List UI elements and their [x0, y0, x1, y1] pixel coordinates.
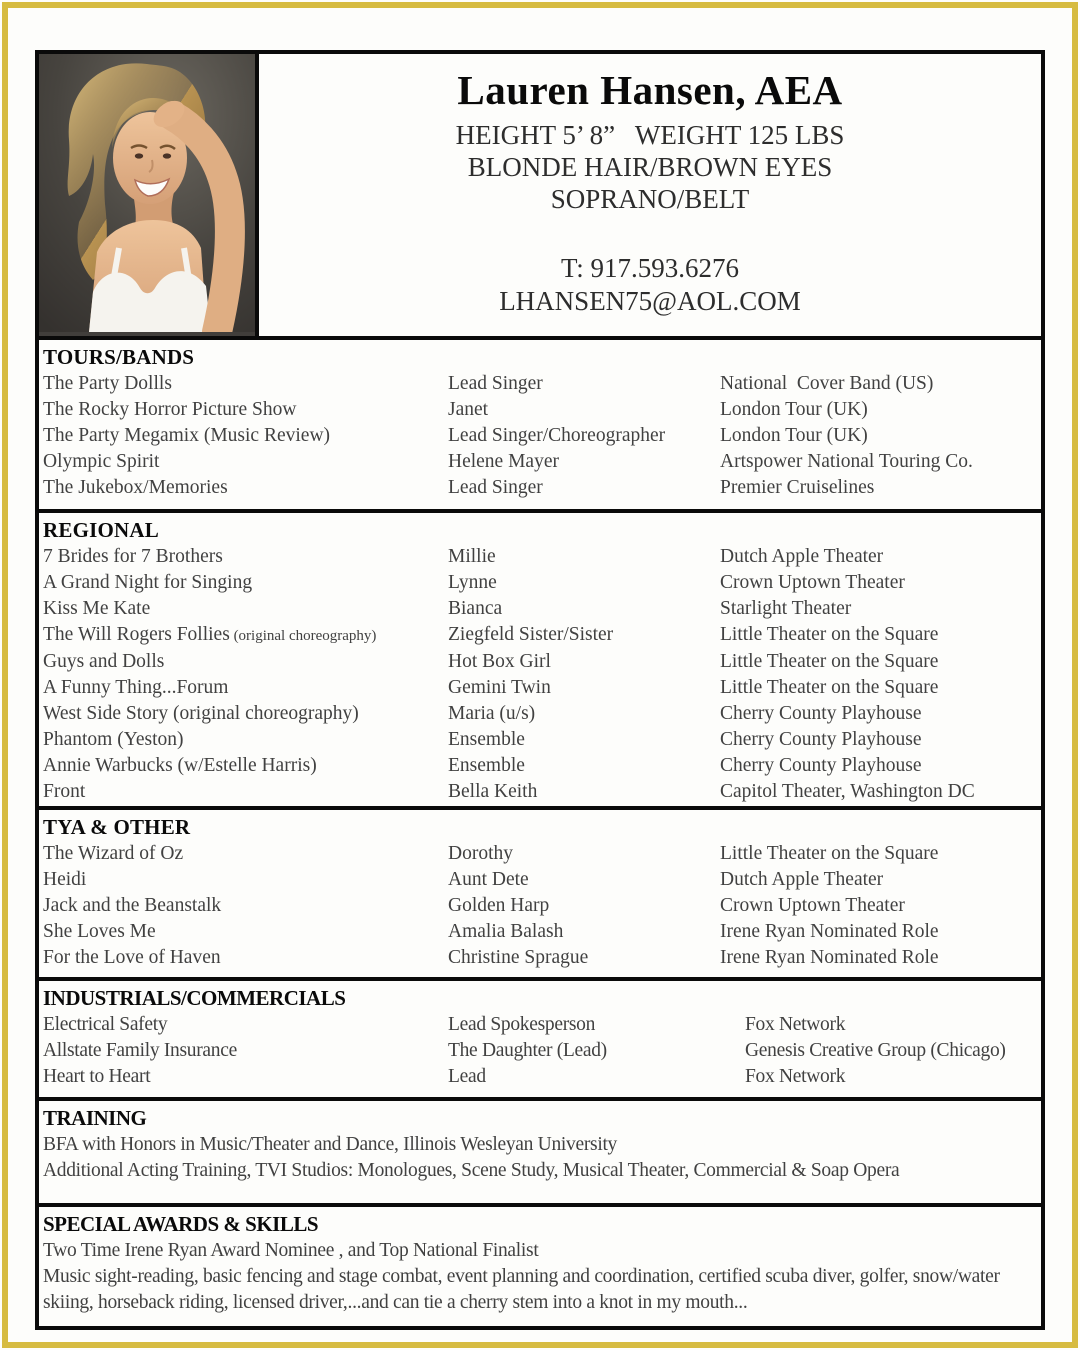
- section-tya: [39, 806, 1041, 977]
- credit-row: [43, 753, 1027, 779]
- credit-show: Kiss Me Kate: [43, 598, 151, 619]
- credit-venue: Starlight Theater: [720, 598, 852, 619]
- credit-venue: Crown Uptown Theater: [720, 895, 905, 916]
- credit-row: [43, 475, 1027, 501]
- credit-show: The Wizard of Oz: [43, 843, 184, 864]
- credit-venue: Dutch Apple Theater: [720, 546, 884, 567]
- credit-row: [43, 893, 1027, 919]
- credit-role: Lynne: [448, 572, 497, 593]
- section-awards: [39, 1203, 1041, 1326]
- phone-number: T: 917.593.6276: [561, 253, 739, 283]
- credit-role: Bella Keith: [448, 781, 538, 802]
- credit-role: Ensemble: [448, 755, 525, 776]
- credit-row: [43, 423, 1027, 449]
- credit-role: Millie: [448, 546, 496, 567]
- credit-venue: Dutch Apple Theater: [720, 869, 884, 890]
- credit-role: Lead Singer: [448, 477, 543, 498]
- credit-show: The Party Dollls: [43, 373, 172, 394]
- credit-role: Lead Singer: [448, 373, 543, 394]
- headshot-photo: [39, 54, 259, 336]
- credit-role: Lead Singer/Choreographer: [448, 425, 666, 446]
- credit-venue: Little Theater on the Square: [720, 677, 939, 698]
- credit-venue: Artspower National Touring Co.: [720, 451, 973, 472]
- section-title-awards: SPECIAL AWARDS & SKILLS: [43, 1212, 319, 1236]
- stat-height-weight: HEIGHT 5’ 8” WEIGHT 125 LBS: [455, 120, 845, 150]
- section-title-training: TRAINING: [43, 1106, 147, 1130]
- credit-show: The Party Megamix (Music Review): [43, 425, 331, 446]
- credit-show: The Will Rogers Follies (original choreography): [43, 624, 377, 645]
- credit-row: [43, 919, 1027, 945]
- credit-role: Christine Sprague: [448, 947, 589, 968]
- credit-show: Olympic Spirit: [43, 451, 160, 472]
- section-line: Additional Acting Training, TVI Studios: Monologues, Scene Study, Musical Theater, Commercial & Soap Opera: [43, 1160, 900, 1181]
- credit-row: [43, 544, 1027, 570]
- credit-row: [43, 945, 1027, 971]
- credit-role: Hot Box Girl: [448, 651, 551, 672]
- credit-role: Ziegfeld Sister/Sister: [448, 624, 614, 645]
- credit-role: Bianca: [448, 598, 503, 619]
- credit-show: A Grand Night for Singing: [43, 572, 253, 593]
- header-info: [259, 54, 1041, 336]
- section-line: Two Time Irene Ryan Award Nominee , and Top National Finalist: [43, 1240, 539, 1261]
- credit-show: For the Love of Haven: [43, 947, 221, 968]
- section-title-regional: REGIONAL: [43, 518, 159, 542]
- credit-row: [43, 397, 1027, 423]
- credit-row: [43, 841, 1027, 867]
- credit-show: Heart to Heart: [43, 1066, 151, 1087]
- credit-show: Annie Warbucks (w/Estelle Harris): [43, 755, 317, 776]
- credit-venue: London Tour (UK): [720, 399, 868, 420]
- credit-row: [43, 1064, 1027, 1090]
- resume-sheet: [35, 50, 1045, 1330]
- credit-venue: Genesis Creative Group (Chicago): [745, 1040, 1006, 1061]
- section-tours: [39, 336, 1041, 509]
- section-title-tya: TYA & OTHER: [43, 815, 191, 839]
- credit-row: [43, 779, 1027, 805]
- credit-show: The Rocky Horror Picture Show: [43, 399, 297, 420]
- credit-role: The Daughter (Lead): [448, 1040, 607, 1061]
- credit-show: 7 Brides for 7 Brothers: [43, 546, 223, 567]
- credit-venue: Cherry County Playhouse: [720, 703, 922, 724]
- credit-venue: Little Theater on the Square: [720, 651, 939, 672]
- credit-venue: Cherry County Playhouse: [720, 729, 922, 750]
- credit-show: Heidi: [43, 869, 87, 890]
- credit-venue: Little Theater on the Square: [720, 624, 939, 645]
- credit-venue: Irene Ryan Nominated Role: [720, 947, 939, 968]
- credit-row: [43, 1038, 1027, 1064]
- credit-row: [43, 867, 1027, 893]
- actor-name: Lauren Hansen, AEA: [457, 67, 843, 113]
- sections: [39, 336, 1041, 1326]
- credit-show-note: (original choreography): [229, 628, 377, 644]
- email-address: LHANSEN75@AOL.COM: [499, 286, 801, 316]
- credit-role: Helene Mayer: [448, 451, 559, 472]
- credit-role: Amalia Balash: [448, 921, 564, 942]
- section-industrials: [39, 977, 1041, 1097]
- credit-show: She Loves Me: [43, 921, 156, 942]
- credit-venue: Irene Ryan Nominated Role: [720, 921, 939, 942]
- credit-show: Jack and the Beanstalk: [43, 895, 222, 916]
- credit-show: Allstate Family Insurance: [43, 1040, 237, 1061]
- credit-show: A Funny Thing...Forum: [43, 677, 229, 698]
- credit-row: [43, 1012, 1027, 1038]
- section-line: BFA with Honors in Music/Theater and Dance, Illinois Wesleyan University: [43, 1134, 618, 1155]
- section-training: [39, 1097, 1041, 1203]
- credit-venue: Fox Network: [745, 1014, 846, 1035]
- credit-show: Guys and Dolls: [43, 651, 165, 672]
- credit-row: [43, 596, 1027, 622]
- credit-role: Lead Spokesperson: [448, 1014, 596, 1035]
- credit-venue: Crown Uptown Theater: [720, 572, 905, 593]
- section-title-industrials: INDUSTRIALS/COMMERCIALS: [43, 986, 346, 1010]
- credit-row: [43, 701, 1027, 727]
- credit-venue: Little Theater on the Square: [720, 843, 939, 864]
- credit-role: Aunt Dete: [448, 869, 529, 890]
- credit-show: West Side Story (original choreography): [43, 703, 359, 724]
- section-title-tours: TOURS/BANDS: [43, 345, 195, 369]
- credit-row: [43, 449, 1027, 475]
- credit-show: The Jukebox/Memories: [43, 477, 228, 498]
- credit-role: Golden Harp: [448, 895, 550, 916]
- credit-row: [43, 371, 1027, 397]
- credit-venue: National Cover Band (US): [720, 373, 934, 394]
- section-line: Music sight-reading, basic fencing and stage combat, event planning and coordination, certified scuba diver, golfer, snow/water skiing, horseback riding, licensed driver,...and can tie a cherry stem into a knot in my mouth...: [43, 1266, 1000, 1313]
- eye-right: [163, 153, 171, 158]
- stat-hair-eyes: BLONDE HAIR/BROWN EYES: [467, 152, 833, 182]
- credit-role: Ensemble: [448, 729, 525, 750]
- credit-row: [43, 649, 1027, 675]
- credit-role: Janet: [448, 399, 489, 420]
- credit-venue: London Tour (UK): [720, 425, 868, 446]
- credit-row: [43, 622, 1027, 649]
- credit-venue: Premier Cruiselines: [720, 477, 875, 498]
- credit-show: Front: [43, 781, 86, 802]
- section-regional: [39, 509, 1041, 806]
- credit-row: [43, 570, 1027, 596]
- credit-role: Maria (u/s): [448, 703, 536, 724]
- header: [39, 54, 1041, 336]
- credit-role: Lead: [448, 1066, 486, 1087]
- credit-row: [43, 727, 1027, 753]
- credit-venue: Cherry County Playhouse: [720, 755, 922, 776]
- stat-voice-type: SOPRANO/BELT: [550, 184, 750, 214]
- credit-venue: Capitol Theater, Washington DC: [720, 781, 975, 802]
- headshot-illustration: [39, 54, 255, 332]
- credit-show: Electrical Safety: [43, 1014, 168, 1035]
- eye-left: [135, 153, 143, 158]
- credit-role: Dorothy: [448, 843, 513, 864]
- credit-show: Phantom (Yeston): [43, 729, 184, 750]
- credit-venue: Fox Network: [745, 1066, 846, 1087]
- credit-role: Gemini Twin: [448, 677, 551, 698]
- credit-row: [43, 675, 1027, 701]
